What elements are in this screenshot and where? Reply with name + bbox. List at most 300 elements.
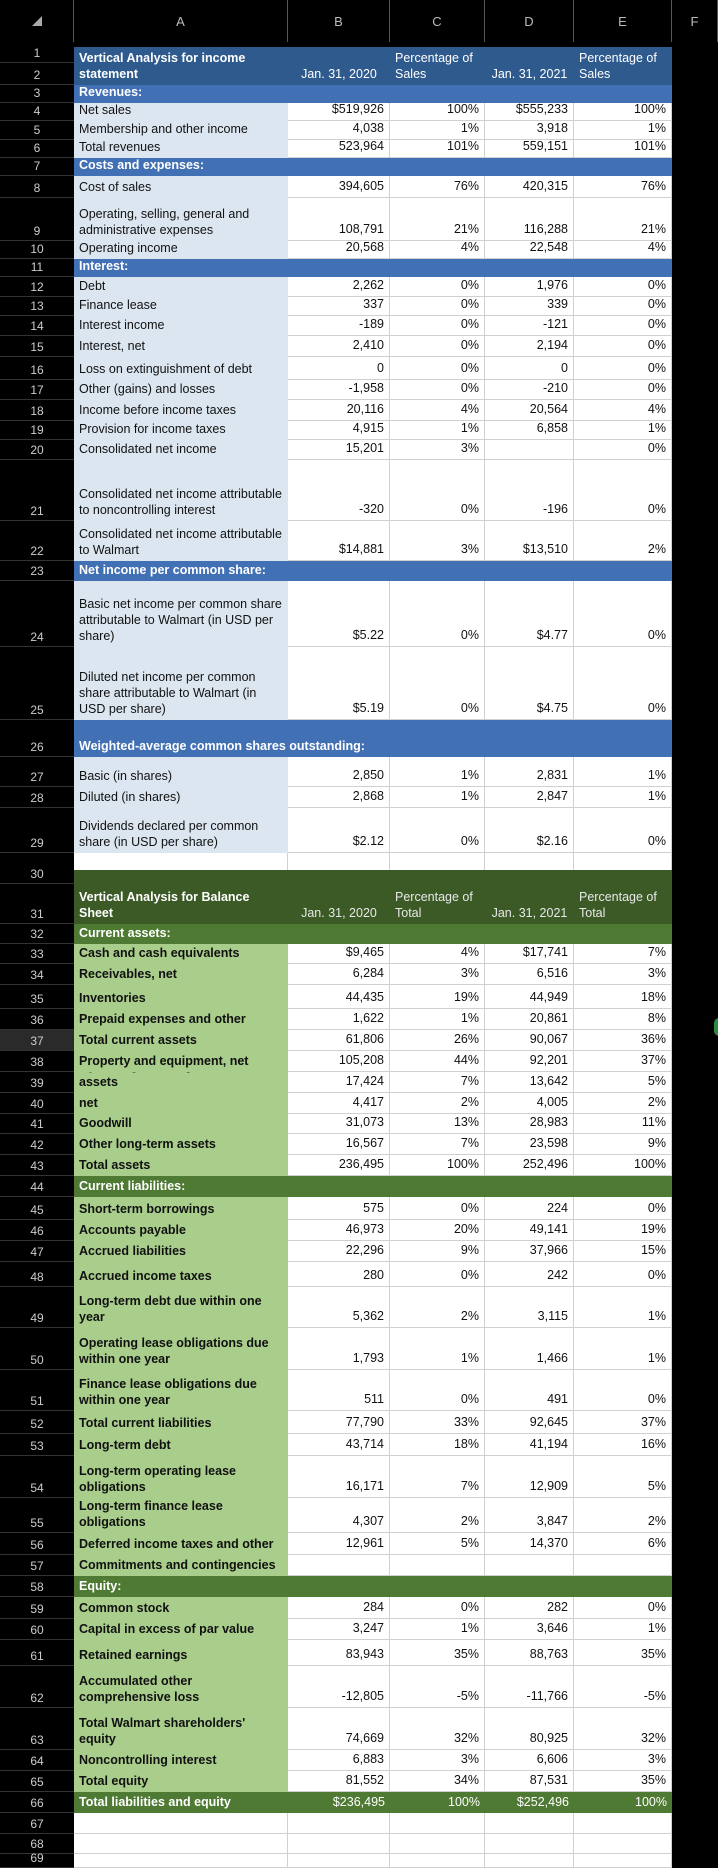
row-label[interactable]: Other (gains) and losses [74, 380, 288, 400]
value-cell-e[interactable]: 0% [574, 336, 672, 357]
value-cell-e[interactable] [574, 1555, 672, 1576]
value-cell-c[interactable]: 0% [390, 1370, 485, 1411]
value-cell-c[interactable]: 2% [390, 1093, 485, 1114]
value-cell-c[interactable]: 76% [390, 176, 485, 198]
row-header[interactable]: 42 [0, 1134, 74, 1155]
row-header[interactable]: 58 [0, 1576, 74, 1597]
row-label[interactable]: Basic (in shares) [74, 757, 288, 787]
value-cell-c[interactable] [390, 1555, 485, 1576]
value-cell-c[interactable]: 2% [390, 1287, 485, 1328]
value-cell-b[interactable]: -189 [288, 316, 390, 336]
row-header[interactable]: 28 [0, 787, 74, 808]
value-cell-b[interactable]: $519,926 [288, 103, 390, 121]
row-header[interactable]: 10 [0, 241, 74, 259]
row-label[interactable]: Operating income [74, 241, 288, 259]
row-label[interactable]: net [74, 1093, 288, 1114]
row-label[interactable]: Consolidated net income attributable to noncontrolling interest [74, 460, 288, 521]
row-label[interactable]: Interest, net [74, 336, 288, 357]
value-cell-d[interactable]: 420,315 [485, 176, 574, 198]
select-all-corner[interactable] [0, 0, 74, 42]
value-cell-d[interactable]: 22,548 [485, 241, 574, 259]
value-cell-c[interactable]: 33% [390, 1411, 485, 1434]
value-cell-c[interactable]: 1% [390, 757, 485, 787]
column-header-c[interactable]: C [390, 0, 485, 42]
value-cell-e[interactable]: 9% [574, 1134, 672, 1155]
balance-header-col-b[interactable]: Jan. 31, 2020 [288, 870, 390, 924]
value-cell-c[interactable]: 1% [390, 1009, 485, 1030]
row-label[interactable]: Accrued income taxes [74, 1262, 288, 1287]
row-label[interactable]: Long-term operating lease obligations [74, 1456, 288, 1498]
value-cell-b[interactable]: -1,958 [288, 380, 390, 400]
value-cell-c[interactable]: 100% [390, 1792, 485, 1813]
value-cell-e[interactable]: 36% [574, 1030, 672, 1051]
row-header[interactable]: 45 [0, 1197, 74, 1220]
empty-cell[interactable] [74, 1834, 288, 1854]
section-header[interactable]: Current assets: [74, 924, 672, 944]
value-cell-b[interactable]: 4,417 [288, 1093, 390, 1114]
value-cell-c[interactable]: 1% [390, 121, 485, 140]
value-cell-b[interactable]: 6,883 [288, 1750, 390, 1771]
empty-cell[interactable] [574, 1813, 672, 1834]
value-cell-c[interactable]: 4% [390, 241, 485, 259]
value-cell-d[interactable]: 6,516 [485, 964, 574, 985]
empty-cell[interactable] [390, 1834, 485, 1854]
value-cell-d[interactable]: 37,966 [485, 1241, 574, 1262]
row-label[interactable]: Income before income taxes [74, 400, 288, 421]
row-label[interactable]: Accumulated other comprehensive loss [74, 1666, 288, 1708]
row-header[interactable]: 18 [0, 400, 74, 421]
value-cell-d[interactable]: 242 [485, 1262, 574, 1287]
row-label[interactable]: Total liabilities and equity [74, 1792, 288, 1813]
row-header[interactable]: 49 [0, 1287, 74, 1328]
value-cell-e[interactable]: 11% [574, 1114, 672, 1134]
row-label[interactable]: Long-term debt due within one year [74, 1287, 288, 1328]
column-header-b[interactable]: B [288, 0, 390, 42]
value-cell-c[interactable]: -5% [390, 1666, 485, 1708]
row-header[interactable]: 31 [0, 884, 74, 924]
row-header[interactable]: 38 [0, 1051, 74, 1072]
row-header[interactable]: 52 [0, 1411, 74, 1434]
value-cell-d[interactable]: 1,976 [485, 277, 574, 297]
value-cell-c[interactable]: 0% [390, 380, 485, 400]
value-cell-c[interactable]: 1% [390, 1328, 485, 1370]
row-header[interactable]: 39 [0, 1072, 74, 1093]
value-cell-b[interactable] [288, 1555, 390, 1576]
empty-cell[interactable] [574, 1834, 672, 1854]
value-cell-d[interactable]: 1,466 [485, 1328, 574, 1370]
value-cell-e[interactable]: 4% [574, 400, 672, 421]
empty-cell[interactable] [390, 1813, 485, 1834]
value-cell-b[interactable]: 4,307 [288, 1498, 390, 1533]
value-cell-b[interactable]: $236,495 [288, 1792, 390, 1813]
value-cell-b[interactable]: 2,868 [288, 787, 390, 808]
income-header-title[interactable]: Vertical Analysis for income statement [74, 47, 288, 85]
value-cell-e[interactable]: 1% [574, 1328, 672, 1370]
value-cell-e[interactable]: 1% [574, 1619, 672, 1640]
value-cell-e[interactable]: 100% [574, 1155, 672, 1176]
value-cell-d[interactable]: -11,766 [485, 1666, 574, 1708]
value-cell-d[interactable]: 3,115 [485, 1287, 574, 1328]
row-label[interactable]: Debt [74, 277, 288, 297]
empty-cell[interactable] [485, 1813, 574, 1834]
empty-cell[interactable] [485, 1854, 574, 1868]
value-cell-d[interactable]: 92,645 [485, 1411, 574, 1434]
value-cell-e[interactable]: 0% [574, 380, 672, 400]
value-cell-c[interactable]: 3% [390, 440, 485, 460]
value-cell-e[interactable]: 76% [574, 176, 672, 198]
empty-cell[interactable] [74, 1854, 288, 1868]
row-header[interactable]: 64 [0, 1750, 74, 1771]
value-cell-e[interactable]: 0% [574, 316, 672, 336]
row-header[interactable]: 25 [0, 647, 74, 720]
value-cell-c[interactable]: 1% [390, 1619, 485, 1640]
value-cell-b[interactable]: 280 [288, 1262, 390, 1287]
value-cell-d[interactable]: 20,564 [485, 400, 574, 421]
row-header[interactable]: 8 [0, 176, 74, 198]
value-cell-d[interactable]: 491 [485, 1370, 574, 1411]
value-cell-d[interactable]: 2,831 [485, 757, 574, 787]
value-cell-e[interactable]: 2% [574, 1498, 672, 1533]
value-cell-d[interactable]: 0 [485, 357, 574, 380]
value-cell-e[interactable]: 32% [574, 1708, 672, 1750]
value-cell-b[interactable]: $14,881 [288, 521, 390, 561]
value-cell-b[interactable]: 46,973 [288, 1220, 390, 1241]
row-label[interactable]: Operating, selling, general and administrative expenses [74, 198, 288, 241]
value-cell-d[interactable]: 2,847 [485, 787, 574, 808]
value-cell-d[interactable]: $17,741 [485, 944, 574, 964]
value-cell-c[interactable]: 0% [390, 1262, 485, 1287]
value-cell-e[interactable]: 6% [574, 1533, 672, 1555]
value-cell-b[interactable]: 2,410 [288, 336, 390, 357]
value-cell-c[interactable]: 0% [390, 277, 485, 297]
value-cell-d[interactable]: 2,194 [485, 336, 574, 357]
value-cell-e[interactable]: 101% [574, 140, 672, 158]
value-cell-e[interactable]: 19% [574, 1220, 672, 1241]
value-cell-d[interactable]: 14,370 [485, 1533, 574, 1555]
row-label[interactable]: Long-term finance lease obligations [74, 1498, 288, 1533]
value-cell-b[interactable]: 31,073 [288, 1114, 390, 1134]
row-label[interactable]: Accounts payable [74, 1220, 288, 1241]
row-label[interactable]: Finance lease obligations due within one year [74, 1370, 288, 1411]
empty-cell[interactable] [574, 1854, 672, 1868]
row-header[interactable]: 5 [0, 121, 74, 140]
row-header[interactable]: 61 [0, 1640, 74, 1666]
row-label[interactable]: Basic net income per common share attributable to Walmart (in USD per share) [74, 581, 288, 647]
value-cell-b[interactable]: 43,714 [288, 1434, 390, 1456]
row-header[interactable]: 55 [0, 1498, 74, 1533]
row-header[interactable]: 65 [0, 1771, 74, 1792]
value-cell-b[interactable]: 22,296 [288, 1241, 390, 1262]
row-header[interactable]: 21 [0, 460, 74, 521]
value-cell-e[interactable]: 0% [574, 808, 672, 853]
value-cell-b[interactable]: 394,605 [288, 176, 390, 198]
value-cell-b[interactable]: 1,793 [288, 1328, 390, 1370]
row-label[interactable]: Provision for income taxes [74, 421, 288, 440]
value-cell-d[interactable]: -196 [485, 460, 574, 521]
row-header[interactable]: 34 [0, 964, 74, 985]
value-cell-c[interactable]: 0% [390, 460, 485, 521]
row-header[interactable]: 4 [0, 103, 74, 121]
value-cell-e[interactable]: 8% [574, 1009, 672, 1030]
value-cell-b[interactable]: -320 [288, 460, 390, 521]
row-header[interactable]: 69 [0, 1854, 74, 1868]
value-cell-e[interactable]: 0% [574, 647, 672, 720]
row-label[interactable]: Accrued liabilities [74, 1241, 288, 1262]
income-header-col-e[interactable]: Percentage of Sales [574, 47, 672, 85]
value-cell-d[interactable]: $4.75 [485, 647, 574, 720]
value-cell-d[interactable]: 23,598 [485, 1134, 574, 1155]
row-header[interactable]: 44 [0, 1176, 74, 1197]
value-cell-d[interactable]: 116,288 [485, 198, 574, 241]
row-header[interactable]: 6 [0, 140, 74, 158]
value-cell-c[interactable]: 21% [390, 198, 485, 241]
value-cell-c[interactable]: 1% [390, 421, 485, 440]
row-label[interactable]: Prepaid expenses and other [74, 1009, 288, 1030]
value-cell-c[interactable]: 0% [390, 297, 485, 316]
value-cell-e[interactable]: 21% [574, 198, 672, 241]
row-header[interactable]: 15 [0, 336, 74, 357]
value-cell-d[interactable]: $4.77 [485, 581, 574, 647]
row-label[interactable]: Commitments and contingencies [74, 1555, 288, 1576]
balance-header-col-d[interactable]: Jan. 31, 2021 [485, 870, 574, 924]
value-cell-e[interactable]: 0% [574, 440, 672, 460]
row-header[interactable]: 48 [0, 1262, 74, 1287]
value-cell-e[interactable]: 15% [574, 1241, 672, 1262]
row-header[interactable]: 23 [0, 561, 74, 581]
row-header[interactable]: 3 [0, 85, 74, 103]
row-label[interactable]: Total revenues [74, 140, 288, 158]
value-cell-b[interactable]: 105,208 [288, 1051, 390, 1072]
row-label[interactable]: Total equity [74, 1771, 288, 1792]
section-header[interactable]: Costs and expenses: [74, 158, 672, 176]
empty-cell[interactable] [390, 1854, 485, 1868]
value-cell-d[interactable]: 559,151 [485, 140, 574, 158]
value-cell-b[interactable]: 511 [288, 1370, 390, 1411]
row-header[interactable]: 46 [0, 1220, 74, 1241]
value-cell-c[interactable]: 100% [390, 1155, 485, 1176]
row-header[interactable]: 67 [0, 1813, 74, 1834]
value-cell-d[interactable]: 13,642 [485, 1072, 574, 1093]
value-cell-b[interactable]: -12,805 [288, 1666, 390, 1708]
value-cell-c[interactable]: 1% [390, 787, 485, 808]
row-header[interactable]: 29 [0, 808, 74, 853]
empty-cell[interactable] [485, 1834, 574, 1854]
row-label[interactable]: Dividends declared per common share (in USD per share) [74, 808, 288, 853]
value-cell-b[interactable]: 4,038 [288, 121, 390, 140]
row-label[interactable]: Inventories [74, 985, 288, 1009]
value-cell-b[interactable]: 0 [288, 357, 390, 380]
row-header[interactable]: 11 [0, 259, 74, 277]
row-label[interactable]: Diluted net income per common share attributable to Walmart (in USD per share) [74, 647, 288, 720]
empty-cell[interactable] [288, 1854, 390, 1868]
column-header-f[interactable]: F [672, 0, 718, 42]
value-cell-d[interactable]: 87,531 [485, 1771, 574, 1792]
value-cell-d[interactable] [485, 440, 574, 460]
row-header[interactable]: 59 [0, 1597, 74, 1619]
value-cell-e[interactable]: 1% [574, 421, 672, 440]
value-cell-e[interactable]: 1% [574, 121, 672, 140]
row-label[interactable]: Net sales [74, 103, 288, 121]
row-header[interactable]: 56 [0, 1533, 74, 1555]
row-header[interactable]: 2 [0, 63, 74, 85]
row-header[interactable]: 63 [0, 1708, 74, 1750]
value-cell-c[interactable]: 9% [390, 1241, 485, 1262]
value-cell-c[interactable]: 35% [390, 1640, 485, 1666]
value-cell-b[interactable]: 108,791 [288, 198, 390, 241]
row-header[interactable]: 19 [0, 421, 74, 440]
row-label[interactable]: Loss on extinguishment of debt [74, 357, 288, 380]
value-cell-e[interactable]: 100% [574, 1792, 672, 1813]
row-header[interactable]: 51 [0, 1370, 74, 1411]
section-header[interactable]: Current liabilities: [74, 1176, 672, 1197]
row-label[interactable]: Retained earnings [74, 1640, 288, 1666]
value-cell-e[interactable]: 100% [574, 103, 672, 121]
value-cell-e[interactable]: 0% [574, 297, 672, 316]
value-cell-d[interactable]: 88,763 [485, 1640, 574, 1666]
value-cell-d[interactable]: 339 [485, 297, 574, 316]
row-label[interactable]: Total assets [74, 1155, 288, 1176]
value-cell-b[interactable]: 2,850 [288, 757, 390, 787]
row-header[interactable]: 37 [0, 1030, 74, 1051]
row-label[interactable]: Deferred income taxes and other [74, 1533, 288, 1555]
column-header-e[interactable]: E [574, 0, 672, 42]
value-cell-c[interactable]: 0% [390, 581, 485, 647]
row-header[interactable]: 53 [0, 1434, 74, 1456]
row-header[interactable]: 50 [0, 1328, 74, 1370]
value-cell-b[interactable]: 6,284 [288, 964, 390, 985]
value-cell-d[interactable]: 90,067 [485, 1030, 574, 1051]
row-header[interactable]: 66 [0, 1792, 74, 1813]
row-label[interactable]: Receivables, net [74, 964, 288, 985]
row-header[interactable]: 12 [0, 277, 74, 297]
row-header[interactable]: 30 [0, 853, 74, 884]
value-cell-b[interactable]: $5.19 [288, 647, 390, 720]
row-label[interactable]: Interest income [74, 316, 288, 336]
value-cell-c[interactable]: 44% [390, 1051, 485, 1072]
row-label[interactable]: Long-term debt [74, 1434, 288, 1456]
value-cell-d[interactable]: 49,141 [485, 1220, 574, 1241]
value-cell-d[interactable]: 28,983 [485, 1114, 574, 1134]
column-header-a[interactable]: A [74, 0, 288, 42]
value-cell-c[interactable]: 4% [390, 400, 485, 421]
row-header[interactable]: 14 [0, 316, 74, 336]
empty-cell[interactable] [288, 1813, 390, 1834]
value-cell-e[interactable]: 0% [574, 1197, 672, 1220]
value-cell-e[interactable]: 3% [574, 964, 672, 985]
row-header[interactable]: 60 [0, 1619, 74, 1640]
value-cell-d[interactable] [485, 1555, 574, 1576]
value-cell-b[interactable]: 44,435 [288, 985, 390, 1009]
value-cell-b[interactable]: 15,201 [288, 440, 390, 460]
value-cell-b[interactable]: 77,790 [288, 1411, 390, 1434]
value-cell-c[interactable]: 32% [390, 1708, 485, 1750]
value-cell-d[interactable]: 41,194 [485, 1434, 574, 1456]
value-cell-e[interactable]: 3% [574, 1750, 672, 1771]
row-label[interactable]: Total current liabilities [74, 1411, 288, 1434]
value-cell-c[interactable]: 3% [390, 1750, 485, 1771]
row-header[interactable]: 62 [0, 1666, 74, 1708]
row-label[interactable]: Goodwill [74, 1114, 288, 1134]
row-label[interactable]: Property and equipment, net [74, 1051, 288, 1072]
row-label[interactable]: Short-term borrowings [74, 1197, 288, 1220]
value-cell-e[interactable]: 1% [574, 787, 672, 808]
value-cell-c[interactable]: 34% [390, 1771, 485, 1792]
section-header[interactable]: Net income per common share: [74, 561, 672, 581]
value-cell-d[interactable]: 3,847 [485, 1498, 574, 1533]
row-label[interactable]: Total current assets [74, 1030, 288, 1051]
value-cell-b[interactable]: 83,943 [288, 1640, 390, 1666]
value-cell-e[interactable]: 1% [574, 1287, 672, 1328]
empty-cell[interactable] [74, 1813, 288, 1834]
row-label[interactable]: Cash and cash equivalents [74, 944, 288, 964]
value-cell-e[interactable]: 4% [574, 241, 672, 259]
value-cell-d[interactable]: $2.16 [485, 808, 574, 853]
value-cell-c[interactable]: 26% [390, 1030, 485, 1051]
value-cell-d[interactable]: 252,496 [485, 1155, 574, 1176]
section-header[interactable]: Weighted-average common shares outstanding: [74, 720, 672, 757]
row-header[interactable]: 43 [0, 1155, 74, 1176]
value-cell-d[interactable]: $555,233 [485, 103, 574, 121]
value-cell-c[interactable]: 0% [390, 1197, 485, 1220]
value-cell-d[interactable]: -121 [485, 316, 574, 336]
row-header[interactable]: 26 [0, 720, 74, 757]
value-cell-b[interactable]: 74,669 [288, 1708, 390, 1750]
value-cell-b[interactable]: 337 [288, 297, 390, 316]
row-header[interactable]: 16 [0, 357, 74, 380]
row-label[interactable]: Cost of sales [74, 176, 288, 198]
value-cell-e[interactable]: 0% [574, 581, 672, 647]
row-header[interactable]: 27 [0, 757, 74, 787]
value-cell-c[interactable]: 0% [390, 336, 485, 357]
value-cell-b[interactable]: 20,116 [288, 400, 390, 421]
value-cell-e[interactable]: 1% [574, 757, 672, 787]
row-label[interactable]: Membership and other income [74, 121, 288, 140]
empty-cell[interactable] [288, 1834, 390, 1854]
value-cell-e[interactable]: 35% [574, 1640, 672, 1666]
value-cell-d[interactable]: 282 [485, 1597, 574, 1619]
value-cell-c[interactable]: 0% [390, 1597, 485, 1619]
value-cell-b[interactable]: 4,915 [288, 421, 390, 440]
value-cell-d[interactable]: -210 [485, 380, 574, 400]
value-cell-b[interactable]: 5,362 [288, 1287, 390, 1328]
row-header[interactable]: 32 [0, 924, 74, 944]
value-cell-b[interactable]: 61,806 [288, 1030, 390, 1051]
value-cell-e[interactable]: -5% [574, 1666, 672, 1708]
row-label[interactable]: Consolidated net income attributable to Walmart [74, 521, 288, 561]
row-header[interactable]: 35 [0, 985, 74, 1009]
value-cell-c[interactable]: 18% [390, 1434, 485, 1456]
row-label[interactable]: Capital in excess of par value [74, 1619, 288, 1640]
income-header-col-d[interactable]: Jan. 31, 2021 [485, 47, 574, 85]
value-cell-d[interactable]: 3,918 [485, 121, 574, 140]
value-cell-c[interactable]: 100% [390, 103, 485, 121]
row-label[interactable]: Consolidated net income [74, 440, 288, 460]
value-cell-c[interactable]: 0% [390, 647, 485, 720]
value-cell-e[interactable]: 0% [574, 1370, 672, 1411]
value-cell-b[interactable]: 523,964 [288, 140, 390, 158]
value-cell-c[interactable]: 19% [390, 985, 485, 1009]
column-header-d[interactable]: D [485, 0, 574, 42]
value-cell-d[interactable]: $13,510 [485, 521, 574, 561]
value-cell-e[interactable]: 37% [574, 1411, 672, 1434]
value-cell-c[interactable]: 7% [390, 1072, 485, 1093]
value-cell-d[interactable]: 3,646 [485, 1619, 574, 1640]
row-header[interactable]: 20 [0, 440, 74, 460]
row-header[interactable]: 41 [0, 1114, 74, 1134]
row-header[interactable]: 1 [0, 47, 74, 63]
row-header[interactable]: 36 [0, 1009, 74, 1030]
value-cell-e[interactable]: 37% [574, 1051, 672, 1072]
